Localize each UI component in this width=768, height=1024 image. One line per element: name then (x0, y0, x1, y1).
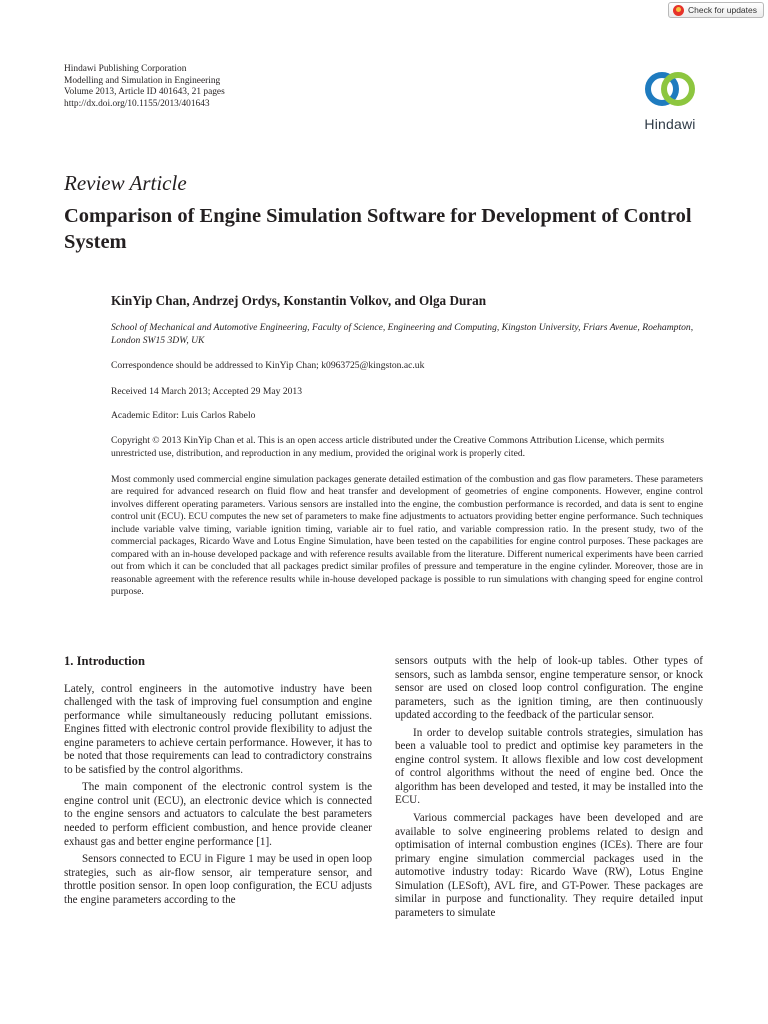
intro-paragraph-3 (64, 853, 372, 907)
intro-paragraph-5: In order to develop suitable controls strategies, simulation has been a valuable tool to predict and optimise key parameters in the engine control system. It allows flexible and low cost development of control algorithms without the need of engine bed. Once the algorithm has been developed and tested, it may be installed into the ECU. (395, 726, 703, 807)
intro-paragraph-1: Lately, control engineers in the automotive industry have been challenged with the task of improving fuel consumption and engine performance while simultaneously reducing pollutant emissions. Engines fitted with electronic control provide flexibility to adjust the engine parameters to achieve certain performance. However, it has to be noted that those requirements can lead to contradictory constrains to be satisfied by the control algorithms. (64, 682, 372, 776)
journal-name: Modelling and Simulation in Engineering (64, 75, 221, 86)
left-column (64, 655, 372, 907)
hindawi-logo (632, 62, 708, 136)
received-dates: Received 14 March 2013; Accepted 29 May 2013 (111, 386, 303, 397)
article-type: Review Article (64, 171, 187, 195)
hindawi-logo-icon (632, 62, 708, 116)
article-title: Comparison of Engine Simulation Software for Development of Control System (64, 205, 692, 253)
abstract: Most commonly used commercial engine simulation packages generate detailed estimation of the combustion and gas flow parameters. These parameters are required for advanced research on fluid flow and heat transfer and development of geometries of engine components. However, engine control involves different operating parameters. Various sensors are installed into the engine, the combustion performance is recorded, and data is sent to engine control unit (ECU). ECU computes the new set of parameters to make fine adjustments to actuators providing better engine performance. Such techniques include variable valve timing, variable ignition timing, variable air to fuel ratio, and variable compression ratio. In the present study, two of the commercial packages, Ricardo Wave and Lotus Engine Simulation, have been tested on the capabilities for engine control purposes. These packages are compared with an in-house developed package and with reference results available from the literature. Different numerical experiments have been carried out from which it can be concluded that all packages predict similar profiles of pressure and temperature in the engine cylinder. Moreover, those are in reasonable agreement with the reference results while in-house developed package is possible to run simulations with changing speed for engine control purpose. (111, 474, 703, 598)
intro-paragraph-2: The main component of the electronic control system is the engine control unit (ECU), an electronic device which is connected to the engine sensors and actuators to calculate the best parameters needed to perform efficient combustion, and hence provide cleaner exhaust gas and better engine performance [1]. (64, 781, 372, 848)
doi-link[interactable]: http://dx.doi.org/10.1155/2013/401643 (64, 98, 210, 109)
intro-paragraph-4: sensors outputs with the help of look-up tables. Other types of sensors, such as lambda sensor, engine temperature sensor, or knock sensor are used on closed loop control configuration. The engine parameters, such as the ignition timing, are then continuously updated according to the feedback of the particular sensor. (395, 655, 703, 722)
publisher: Hindawi Publishing Corporation (64, 64, 187, 74)
check-for-updates-label: Check for updates (688, 5, 757, 15)
check-for-updates-button[interactable] (668, 2, 764, 18)
correspondence: Correspondence should be addressed to KinYip Chan; k0963725@kingston.ac.uk (111, 360, 425, 371)
intro-paragraph-6: Various commercial packages have been developed and are available to solve engineering problems related to design and optimisation of internal combustion engines (ICEs). There are four primary engine simulation commercial packages used in the automotive industry today: Ricardo Wave (RW), Lotus Engine Simulation (LESoft), AVL fire, and GT-Power. These packages are similar in purpose and functionality. They require detailed input parameters to simulate (395, 812, 703, 919)
figure-1-link[interactable]: Figure 1 (216, 853, 254, 866)
author-list: KinYip Chan, Andrzej Ordys, Konstantin Volkov, and Olga Duran (111, 293, 487, 308)
hindawi-logo-text: Hindawi (644, 116, 696, 132)
crossmark-icon (673, 5, 684, 16)
volume-line: Volume 2013, Article ID 401643, 21 pages (64, 87, 225, 98)
academic-editor: Academic Editor: Luis Carlos Rabelo (111, 410, 256, 421)
paragraph-text: Sensors connected to ECU in (82, 853, 217, 866)
copyright-notice: Copyright © 2013 KinYip Chan et al. This is an open access article distributed under the Creative Commons Attribution License, which permits unrestricted use, distribution, and reproduction in any medium, provided the original work is properly cited. (111, 435, 665, 459)
affiliation: School of Mechanical and Automotive Engineering, Faculty of Science, Engineering and Computing, Kingston University, Friars Avenue, Roehampton, London SW15 3DW, UK (111, 322, 694, 346)
paragraph-text: may be used in open loop strategies, such as air-flow sensor, air temperature sensor, and throttle position sensor. In open loop configuration, the ECU adjusts the engine parameters according to the (64, 853, 372, 906)
section-heading: 1. Introduction (64, 654, 145, 668)
right-column (395, 655, 703, 920)
journal-info (64, 64, 225, 110)
